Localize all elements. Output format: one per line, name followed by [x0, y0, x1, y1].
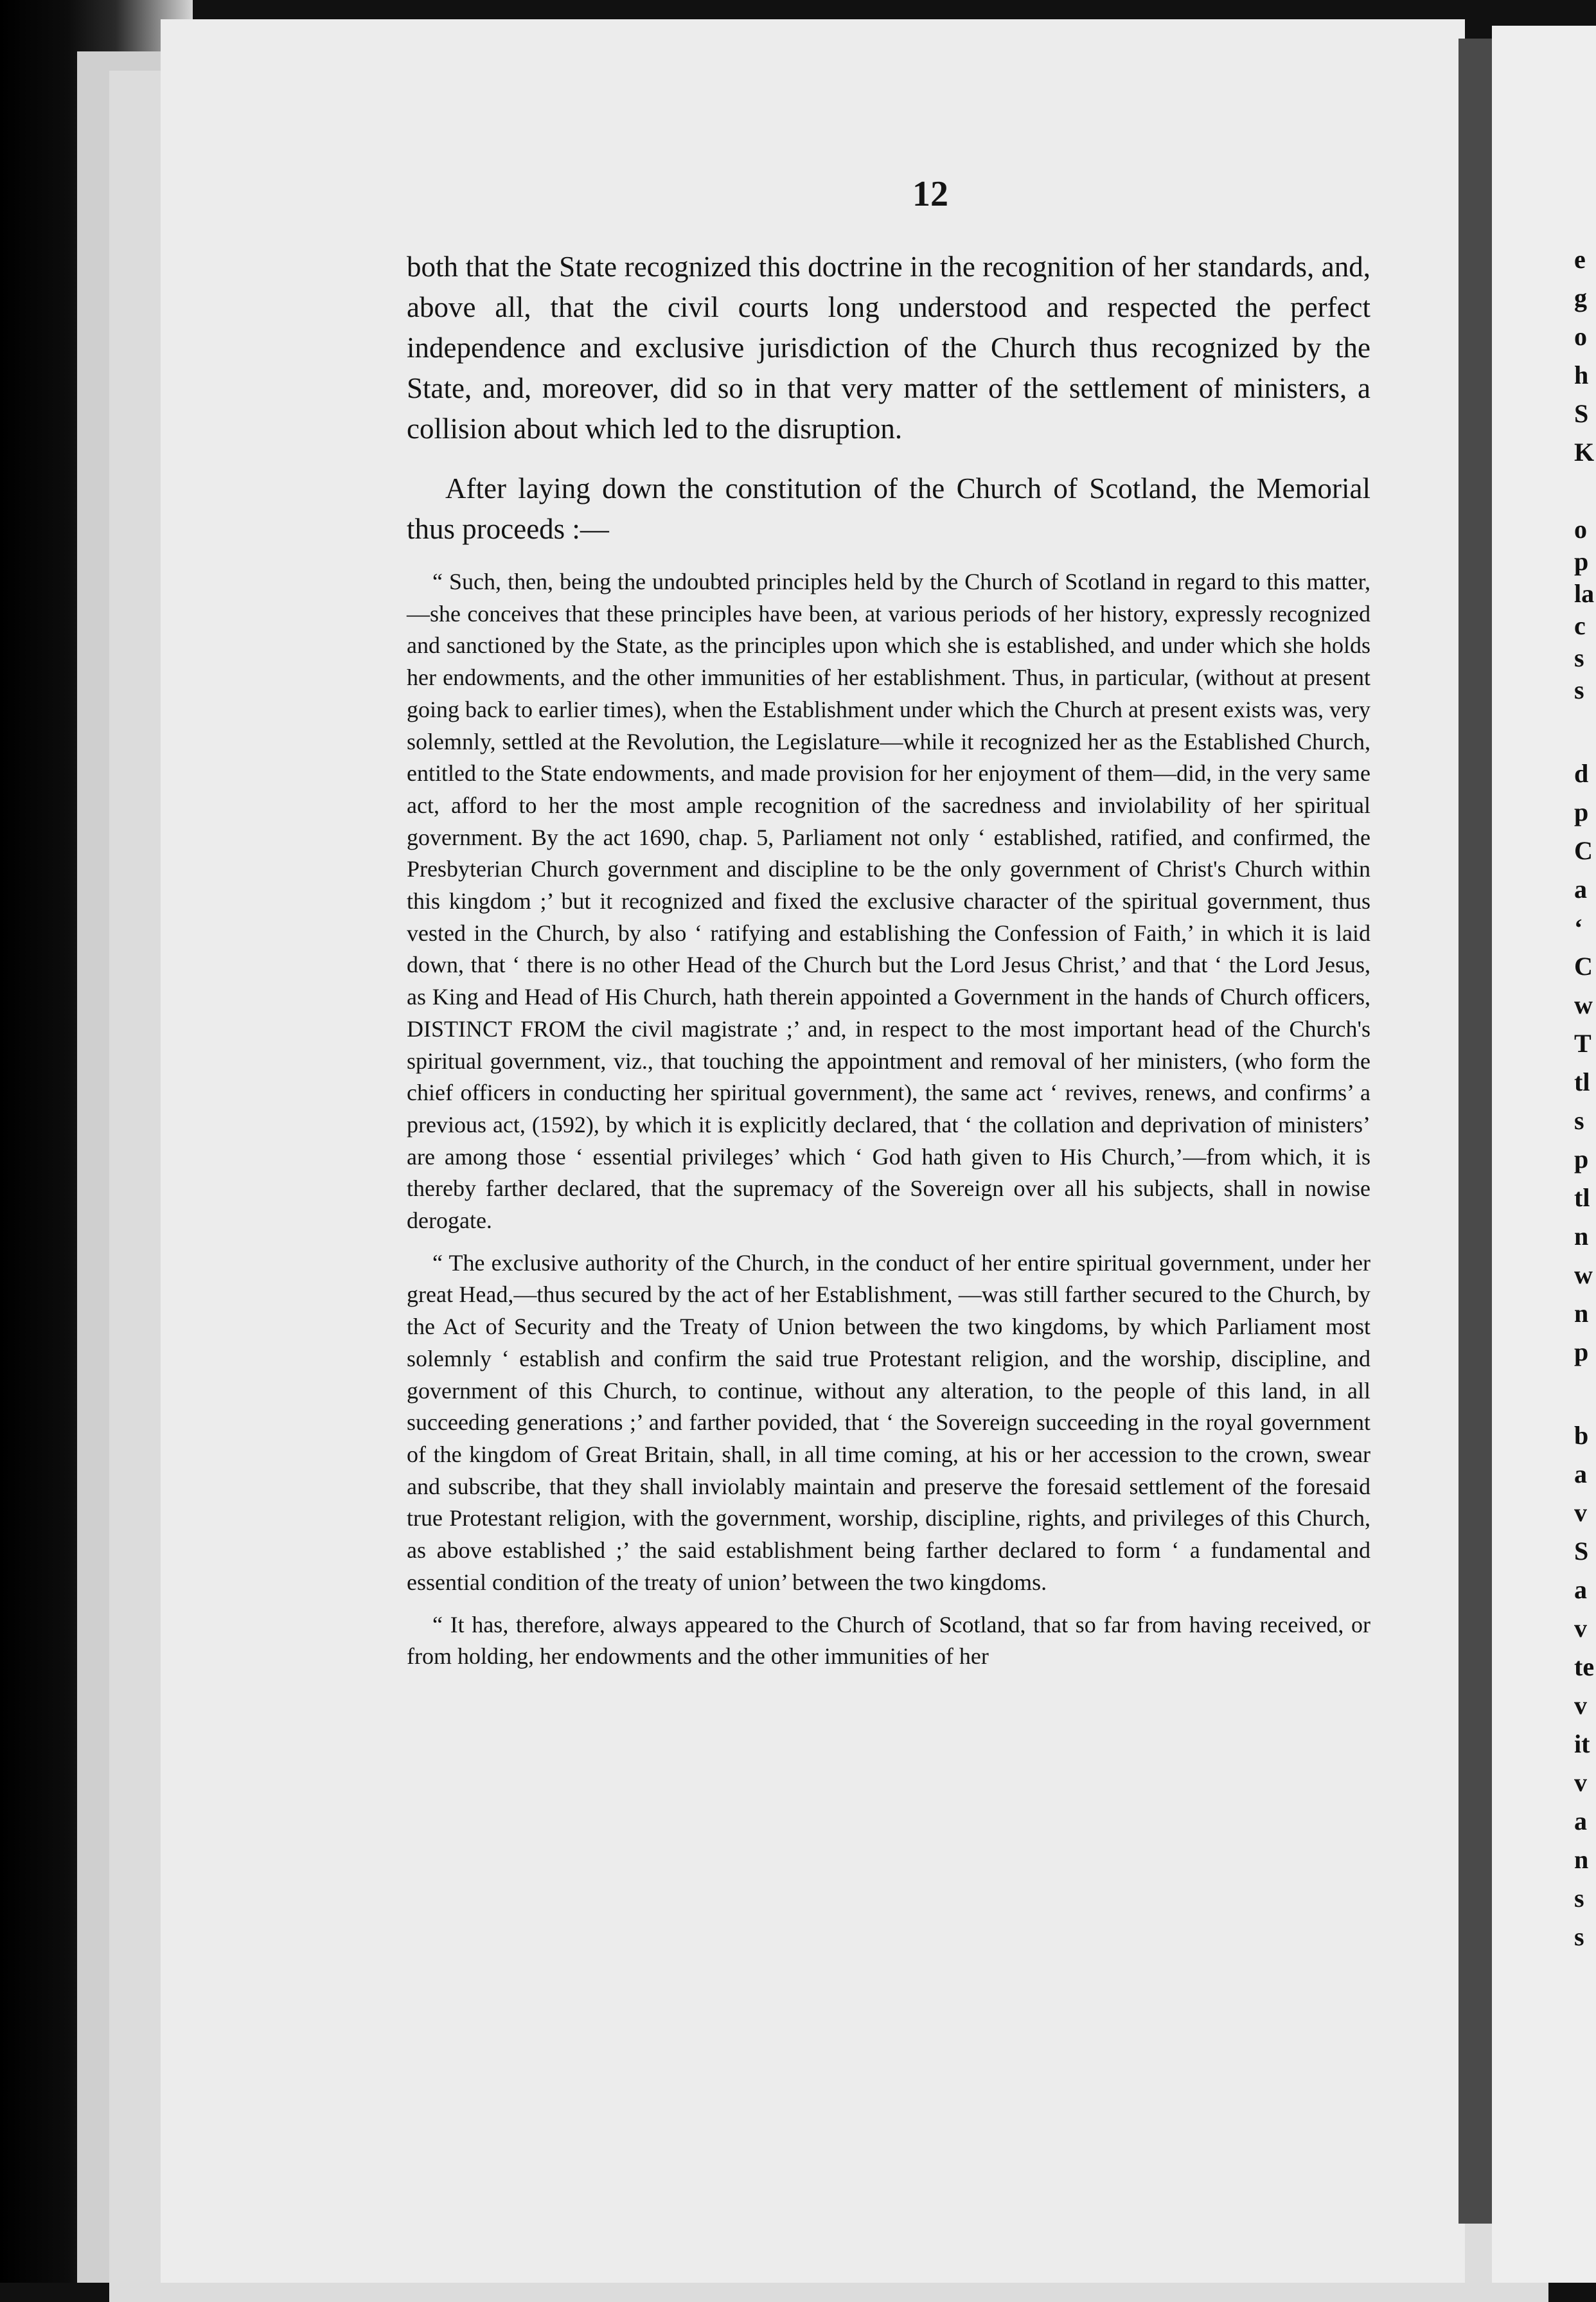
facing-fragment: h [1574, 361, 1589, 389]
facing-fragment: a [1574, 875, 1587, 904]
facing-fragment: s [1574, 1106, 1584, 1135]
facing-fragment: s [1574, 1884, 1584, 1913]
page-content [407, 174, 1370, 1673]
body-paragraph: both that the State recognized this doctrine in the recognition of her standards, and, above all, that the civil courts long understood and respected the perfect independence and exclusive jurisdiction of the Church thus recognized by the State, and, moreover, did so in that very matter of the settlement of ministers, a collision about which led to the disruption. [407, 251, 1370, 445]
body-paragraph: After laying down the constitution of the Church of Scotland, the Memorial thus proceeds :— [407, 472, 1370, 545]
facing-fragment: w [1574, 990, 1593, 1019]
facing-fragment: n [1574, 1845, 1589, 1874]
facing-fragment: K [1574, 438, 1595, 467]
facing-fragment: p [1574, 798, 1589, 826]
facing-fragment: p [1574, 1337, 1589, 1366]
facing-fragment: te [1574, 1652, 1595, 1681]
facing-page [1492, 26, 1596, 2283]
facing-fragment: S [1574, 399, 1589, 428]
facing-fragment: v [1574, 1498, 1587, 1527]
facing-fragment: tl [1574, 1183, 1590, 1212]
facing-fragment: a [1574, 1575, 1587, 1604]
facing-fragment: C [1574, 952, 1593, 981]
memorial-quote: “ Such, then, being the undoubted principles held by the Church of Scotland in regard to this matter,—she conceives that these principles have been, at various periods of her history, expressly recognized and sanctioned by the State, as the principles upon which she is established, and under which she holds her endowments, and the other immunities of her establishment. Thus, in particular, (without at present going back to earlier times), when the Establishment under which the Church at present exists was, very solemnly, settled at the Revolution, the Legislature—while it recognized her as the Established Church, entitled to the State endowments, and made provision for her enjoyment of them—did, in the very same act, afford to her the most ample recognition of the sacredness and inviolability of her spiritual government. By the act 1690, chap. 5, Parliament not only ‘ established, ratified, and confirmed, the Presbyterian Church government and discipline to be the only government of Christ's Church within this kingdom ;’ but it recognized and fixed the exclusive character of the spiritual government, thus vested in the Church, by also ‘ ratifying and establishing the Confession of Faith,’ in which it is laid down, that ‘ there is no other Head of the Church but the Lord Jesus Christ,’ and that ‘ the Lord Jesus, as King and Head of His Church, hath therein appointed a Government in the hands of Church officers, DISTINCT FROM the civil magistrate ;’ and, in respect to the most important head of the Church's spiritual government, viz., that touching the appointment and removal of her ministers, (who form the chief officers in conducting her spiritual government), the same act ‘ revives, renews, and confirms’ a previous act, (1592), by which it is explicitly declared, that ‘ the collation and deprivation of ministers’ are among those ‘ essential privileges’ which ‘ God hath given to His Church,’—from which, it is thereby farther declared, that the supremacy of the Sovereign over all his subjects, shall in nowise derogate. [407, 569, 1370, 1234]
facing-fragment: o [1574, 322, 1587, 351]
facing-fragment: g [1574, 283, 1587, 312]
facing-fragment: w [1574, 1260, 1593, 1289]
facing-fragment: n [1574, 1222, 1589, 1251]
facing-fragment: T [1574, 1029, 1592, 1058]
facing-fragment: e [1574, 245, 1586, 274]
facing-fragment: v [1574, 1768, 1587, 1797]
facing-fragment: b [1574, 1421, 1589, 1450]
page-number: 12 [912, 174, 948, 214]
facing-fragment: tl [1574, 1067, 1590, 1096]
facing-fragment: p [1574, 547, 1589, 576]
facing-fragment: a [1574, 1807, 1587, 1835]
facing-fragment: a [1574, 1459, 1587, 1488]
facing-fragment: p [1574, 1145, 1589, 1173]
facing-fragment: v [1574, 1614, 1587, 1643]
facing-fragment: c [1574, 611, 1586, 640]
memorial-quote: “ The exclusive authority of the Church, in the conduct of her entire spiritual government, under her great Head,—thus secured by the act of her Establishment, —was still farther secured to the Church, by the Act of Security and the Treaty of Union between the two kingdoms, by which Parliament most solemnly ‘ establish and confirm the said true Protestant religion, and the worship, discipline, and government of this Church, to continue, without any alteration, to the people of this land, in all succeeding generations ;’ and farther povided, that ‘ the Sovereign succeeding in the royal government of the kingdom of Great Britain, shall, in all time coming, at his or her accession to the crown, swear and subscribe, that they shall inviolably maintain and preserve the foresaid settlement of the foresaid true Protestant religion, with the government, worship, discipline, rights, and privileges of this Church, as above established ;’ the said establishment being farther declared to form ‘ a fundamental and essential condition of the treaty of union’ between the two kingdoms. [407, 1249, 1370, 1595]
facing-fragment: v [1574, 1691, 1587, 1720]
facing-fragment: d [1574, 759, 1589, 788]
facing-fragment: C [1574, 836, 1593, 865]
book-gutter [1459, 39, 1492, 2224]
facing-fragment: la [1574, 579, 1595, 608]
facing-fragment: s [1574, 643, 1584, 672]
facing-fragment: o [1574, 515, 1587, 544]
facing-fragment: S [1574, 1537, 1589, 1566]
memorial-quote: “ It has, therefore, always appeared to the Church of Scotland, that so far from having received, or from holding, her endowments and the other immunities of her [407, 1611, 1370, 1670]
facing-fragment: s [1574, 1922, 1584, 1951]
facing-fragment: ‘ [1574, 913, 1583, 942]
facing-fragment: s [1574, 675, 1584, 704]
facing-fragment: n [1574, 1299, 1589, 1328]
facing-fragment: it [1574, 1729, 1590, 1758]
